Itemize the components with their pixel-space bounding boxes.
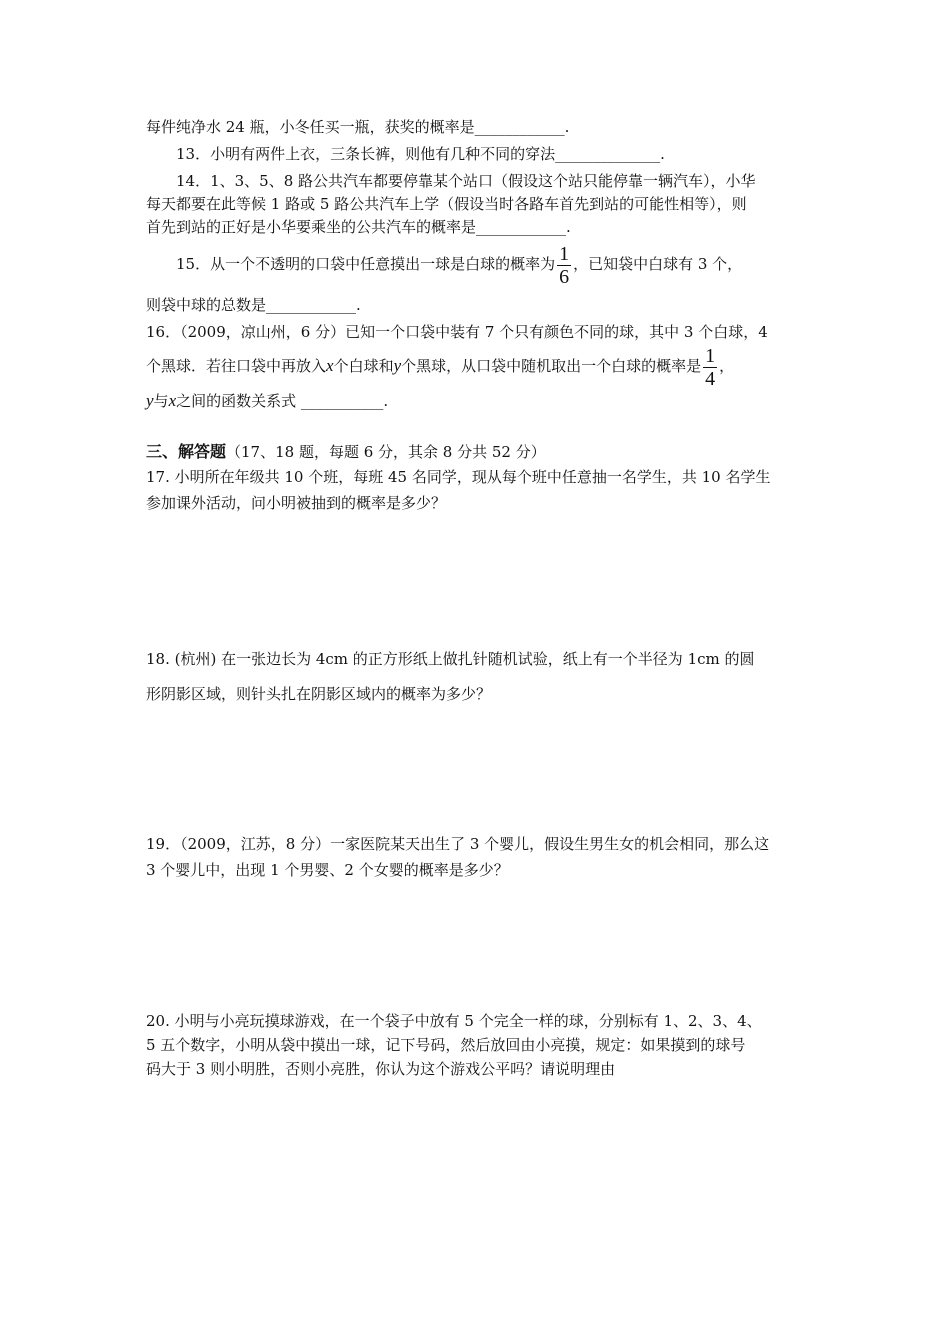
q14-line-1: 14．1、3、5、8 路公共汽车都要停靠某个站口（假设这个站只能停靠一辆汽车），小华 [176,172,756,190]
q16-var-y: y [393,356,402,375]
q16-var-y-2: y [146,391,154,410]
section-3-title: 三、解答题 [146,442,227,461]
q16-text-d: ， [719,357,735,375]
q16-fraction-numerator: 1 [705,344,716,367]
section-3-note: （17、18 题，每题 6 分，其余 8 分共 52 分） [226,443,546,461]
q16-fraction [703,345,717,390]
q18-line-2: 形阴影区域，则针头扎在阴影区域内的概率为多少？ [146,685,492,703]
q16-var-x: x [326,356,334,375]
q16-text-e: 与 [153,392,169,410]
q15-line-2: 则袋中球的总数是____________. [146,296,361,314]
q16-text-f: 之间的函数关系式 ___________. [176,392,389,410]
q18-line-1: 18. (杭州) 在一张边长为 4cm 的正方形纸上做扎针随机试验，纸上有一个半径为 1cm 的圆 [146,650,755,668]
q16-text-c: 个黑球，从口袋中随机取出一个白球的概率是 [401,357,702,375]
q19-line-2: 3 个婴儿中，出现 1 个男婴、2 个女婴的概率是多少？ [146,861,509,879]
q16-line-1: 16．（2009，凉山州，6 分）已知一个口袋中装有 7 个只有颜色不同的球，其中 3 个白球，4 [146,323,768,341]
q12-continuation: 每件纯净水 24 瓶，小冬任买一瓶，获奖的概率是____________. [146,118,570,136]
q17-line-2: 参加课外活动，问小明被抽到的概率是多少？ [146,494,447,512]
q16-line-3 [146,391,388,411]
q16-text-a: 个黑球．若往口袋中再放入 [146,357,327,375]
q19-line-1: 19．（2009，江苏，8 分）一家医院某天出生了 3 个婴儿，假设生男生女的机会相同，那么这 [146,835,770,853]
q13-text: 13．小明有两件上衣，三条长裤，则他有几种不同的穿法______________. [176,145,665,163]
q20-line-2: 5 五个数字，小明从袋中摸出一球，记下号码，然后放回由小亮摸，规定：如果摸到的球号 [146,1036,746,1054]
q15-fraction [557,243,571,288]
q15-text-a: 15．从一个不透明的口袋中任意摸出一球是白球的概率为 [176,255,556,273]
q16-var-x-2: x [168,391,177,410]
q15-text-b: ，已知袋中白球有 3 个， [573,255,743,273]
q15-fraction-denominator: 6 [559,265,570,288]
q15-fraction-numerator: 1 [559,242,570,265]
q16-text-b: 个白球和 [333,357,394,375]
q16-fraction-denominator: 4 [705,367,716,390]
q15-line-1 [176,242,742,288]
section-3-heading [146,442,546,462]
q20-line-3: 码大于 3 则小明胜，否则小亮胜，你认为这个游戏公平吗？请说明理由 [146,1060,616,1078]
q16-line-2 [146,344,734,390]
q14-line-2: 每天都要在此等候 1 路或 5 路公共汽车上学（假设当时各路车首先到站的可能性相等），则 [146,195,747,213]
q20-line-1: 20. 小明与小亮玩摸球游戏，在一个袋子中放有 5 个完全一样的球，分别标有 1、2、3、4、 [146,1012,762,1030]
q14-line-3: 首先到站的正好是小华要乘坐的公共汽车的概率是____________. [146,218,571,236]
q17-line-1: 17. 小明所在年级共 10 个班，每班 45 名同学，现从每个班中任意抽一名学生，共 10 名学生 [146,468,771,486]
